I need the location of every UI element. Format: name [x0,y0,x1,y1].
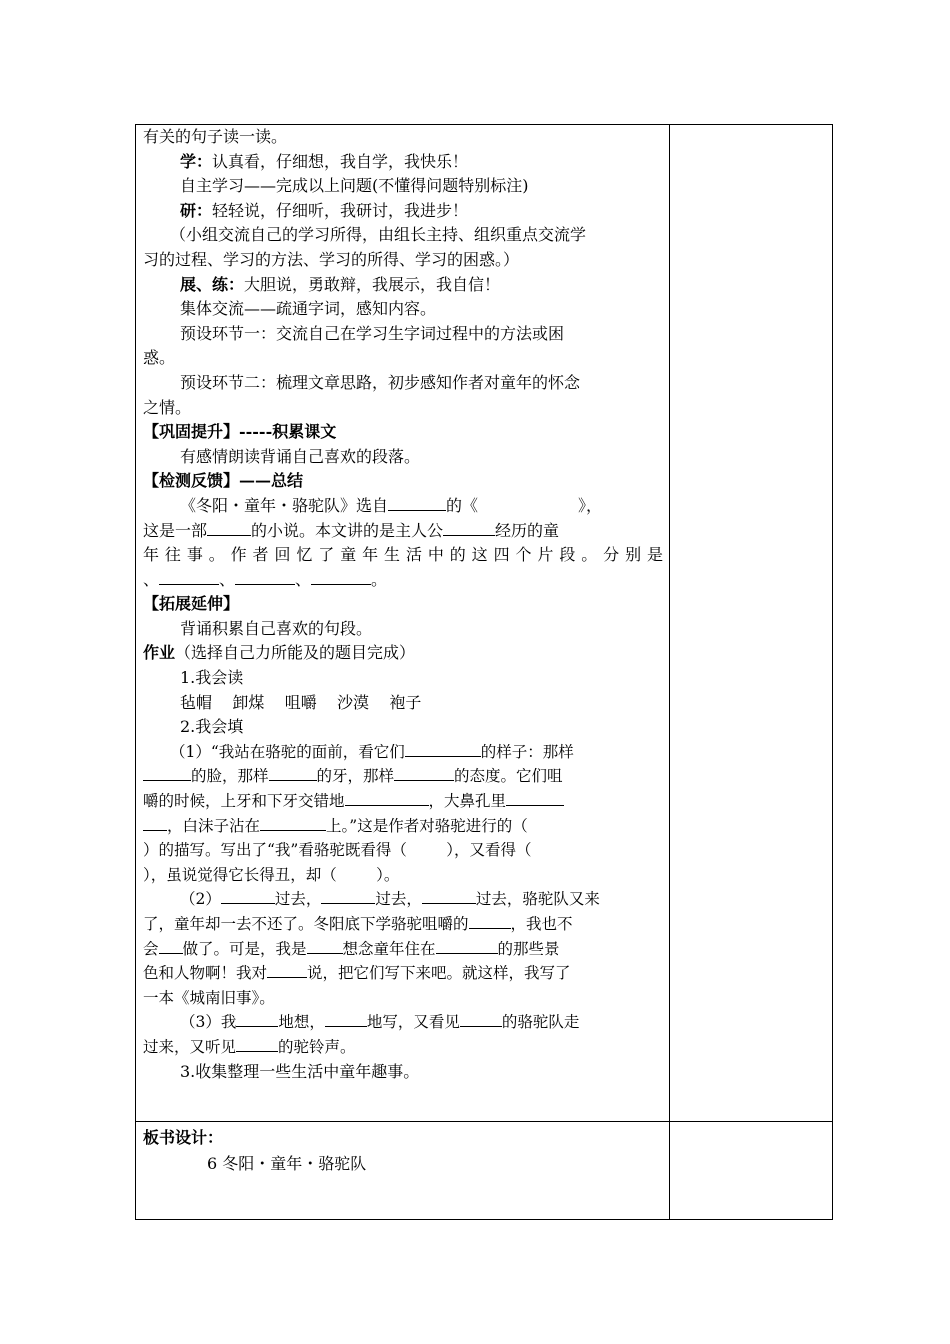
fill-blank[interactable] [325,1010,367,1027]
column-divider [669,125,670,1219]
text-line: 嚼的时候，上牙和下牙交错地 ，大鼻孔里 [143,789,663,814]
fill-blank[interactable] [235,568,295,585]
section-label-learn: 学： [180,151,213,171]
text-line: 色和人物啊！我对 说，把它们写下来吧。就这样，我写了 [143,961,663,986]
text-line: 之情。 [143,397,192,417]
section-label-research: 研： [180,200,213,220]
text-line: 一本《城南旧事》。 [143,988,275,1007]
blackboard-design-cell [143,1125,663,1177]
text-line: 习的过程、学习的方法、学习的所得、学习的困惑。） [143,249,520,269]
text-line: （小组交流自己的学习所得，由组长主持、组织重点交流学 [170,225,587,245]
fill-blank[interactable] [460,1010,502,1027]
row-divider [136,1121,832,1122]
fill-blank[interactable] [388,494,446,511]
text-line: 这是一部 的小说。本文讲的是主人公 经历的童 [143,520,560,540]
fill-blank[interactable] [436,937,498,954]
fill-blank[interactable] [221,887,275,904]
section-heading-feedback: 【检测反馈】——总结 [143,471,304,491]
text-line: （1）“我站在骆驼的面前，看它们 的样子：那样 [143,740,663,765]
text-line: （3）我 地想， 地写，又看见 的骆驼队走 [143,1010,663,1035]
fill-blank[interactable] [311,568,371,585]
fill-blank[interactable] [207,519,251,536]
word-list: 毡帽 卸煤 咀嚼 沙漠 袍子 [180,692,422,712]
text-line: 、 、 、 。 [143,569,388,589]
text-line: 预设环节二：梳理文章思路，初步感知作者对童年的怀念 [180,372,581,392]
text-line: 年往事。作者回忆了童年生活中的这四个片段。分别是 [143,545,663,565]
section-heading-extension: 【拓展延伸】 [143,594,240,614]
fill-blank[interactable] [443,519,495,536]
text-line: 展、练：大胆说，勇敢辩，我展示，我自信！ [180,274,501,294]
text-line: 的脸，那样 的牙，那样 的态度。它们咀 [143,764,663,789]
fill-blank[interactable] [307,937,343,954]
text-line: 预设环节一：交流自己在学习生字词过程中的方法或困 [180,323,565,343]
text-line: （2） 过去， 过去， 过去，骆驼队又来 [143,887,663,912]
text-line: 1.我会读 [180,668,244,688]
fill-blank[interactable] [269,764,317,781]
text-line: 有感情朗读背诵自己喜欢的段落。 [180,446,421,466]
text-line: 学：认真看，仔细想，我自学，我快乐！ [180,151,469,171]
fill-blank[interactable] [143,814,167,831]
text-line: 2.我会填 [180,717,244,737]
homework-heading: 作业（选择自己力所能及的题目完成） [143,643,416,663]
fill-blank[interactable] [236,1010,278,1027]
fill-blank[interactable] [345,789,429,806]
text-line: ，白沫子沾在 上。”这是作者对骆驼进行的（ [143,814,663,839]
text-line: ），虽说觉得它长得丑，却（ ）。 [143,865,400,884]
fill-blank[interactable] [159,568,219,585]
blackboard-content: 6 冬阳・童年・骆驼队 [207,1154,367,1173]
text-line: 过来，又听见 的驼铃声。 [143,1035,663,1060]
fill-blank[interactable] [506,789,564,806]
fill-blank[interactable] [260,814,326,831]
lesson-plan-table [135,124,833,1220]
fill-blank[interactable] [143,764,191,781]
fill-blank[interactable] [405,740,481,757]
blackboard-title: 板书设计： [143,1128,224,1147]
text-line: 集体交流——疏通字词，感知内容。 [180,299,437,319]
fill-blank[interactable] [469,912,511,929]
text-line: 会 做了。可是，我是 想念童年住在 的那些景 [143,937,663,962]
fill-blank[interactable] [267,961,307,978]
fill-blank[interactable] [159,937,183,954]
section-heading-consolidate: 【巩固提升】-----积累课文 [143,422,337,442]
text-line: 了，童年却一去不还了。冬阳底下学骆驼咀嚼的 ，我也不 [143,912,663,937]
fill-blank[interactable] [394,764,454,781]
text-line: 有关的句子读一读。 [143,127,288,146]
teaching-process-cell [143,125,663,1084]
text-line: 研：轻轻说，仔细听，我研讨，我进步！ [180,200,469,220]
text-line: 惑。 [143,348,176,368]
text-line: 自主学习——完成以上问题(不懂得问题特别标注) [180,176,529,196]
section-label-show: 展、练： [180,274,245,294]
text-line: ）的描写。写出了“我”看骆驼既看得（ ），又看得（ [143,841,532,860]
text-line: 3.收集整理一些生活中童年趣事。 [180,1061,420,1081]
fill-blank[interactable] [321,887,375,904]
fill-blank[interactable] [422,887,476,904]
text-line: 背诵积累自己喜欢的句段。 [180,618,373,638]
fill-blank[interactable] [236,1035,278,1052]
text-line: 《冬阳・童年・骆驼队》选自 的《 》， [180,495,603,515]
